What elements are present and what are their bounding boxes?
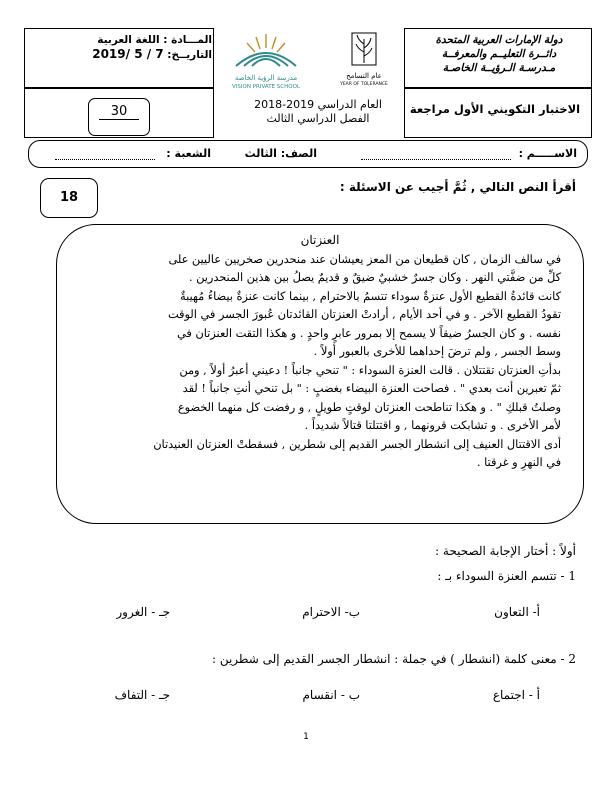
q2-option-c[interactable]: جـ - التفاف [114, 688, 170, 702]
date-value: 2019/ 5 / 7 [92, 47, 164, 61]
total-score-box [88, 98, 150, 136]
school-header [410, 33, 588, 75]
name-field[interactable] [361, 149, 511, 160]
passage-line: في النهرِ و غرقتا . [476, 456, 561, 469]
date-row [26, 47, 212, 62]
tolerance-logo-ar: عام التسامح [346, 72, 382, 80]
total-score: 30 [99, 104, 139, 120]
passage-line: نفسه . و كان الجسرُ ضيقاً لا يسمح إلا بمرور عابرٍ واحدٍ . و هكذا التقت العنزتان في [177, 326, 561, 340]
section-label: الشعبة : [166, 147, 211, 160]
subject-label: المـــادة : [163, 34, 212, 46]
q1-option-c[interactable]: جـ - الغرور [116, 605, 170, 619]
class-label: الصف: الثالث [244, 147, 317, 160]
section-mark-box [40, 178, 98, 218]
academic-term: الفصل الدراسي الثالث [266, 112, 370, 125]
subject-value: اللغة العربية [97, 34, 160, 46]
school-line: مـدرسـة الـرؤيــة الخاصـة [442, 62, 556, 74]
year-of-tolerance-logo [322, 30, 406, 88]
passage-line: ثمّ تعبرين أنت بعدي " . فصاحت العنزة البيضاء بغضبٍ : " بل تنحي أنتِ جانباً ! لقد [182, 382, 561, 395]
exam-title: الاختبار التكويني الأول مراجعة [409, 102, 581, 116]
student-info-bar [28, 140, 588, 168]
passage-line: تقودُ القطيع الآخر . و في أحد الأيام , أرادتْ العنزتان القائدتان عُبورَ الجسر في الوقت [167, 308, 561, 321]
academic-year: العام الدراسي 2019-2018 [254, 98, 382, 111]
page-number: 1 [303, 732, 309, 742]
department-line: دائــرة التعليــم والمعرفــة [441, 48, 557, 60]
passage-line: كلِّ من ضفَّتي النهر . وكان جسرٌ خشبيٌ ضيقٌ و قديمٌ يصلُ بين هذين المنحدرين . [188, 271, 561, 284]
reading-passage [56, 224, 584, 524]
q1-option-a[interactable]: أ- التعاون [494, 605, 540, 619]
date-label: التاريــخ: [167, 49, 212, 61]
tolerance-logo-icon [322, 30, 406, 68]
passage-line: لأمر الأخرى . و تشابكت قرونهما , و اقتتلتا قتالاً شديداً . [304, 419, 561, 432]
q1-option-b[interactable]: ب- الاحترام [302, 605, 360, 619]
passage-line: بدأتِ العنزتان تقتتلان . قالت العنزة السوداء : " تنحي جانباً ! دعيني أعبرُ أولاً , ومن [179, 363, 561, 377]
passage-line: وسط الجسر , ولم ترضَ إحداهما للأخرى بالعبور أولاً . [313, 345, 561, 358]
vision-logo-en: VISION PRIVATE SCHOOL [232, 84, 300, 90]
subject-date-block [26, 33, 212, 62]
q2-option-b[interactable]: ب - انقسام [302, 688, 360, 702]
tolerance-logo-en: YEAR OF TOLERANCE [340, 82, 388, 87]
section-field[interactable] [55, 149, 155, 160]
vision-logo-icon [216, 30, 316, 70]
passage-line: أدى الاقتتال العنيف إلى انشطار الجسر القديم إلى شطرين , فسقطتْ العنزتان العنيدتان [153, 437, 561, 451]
name-label: الاســـــم : [518, 147, 577, 160]
academic-year-block [232, 98, 404, 126]
passage-line: وصلتُ قبلكِ " . و هكذا تناطحت العنزتان لوقتٍ طويلٍ , و رفضت كل منهما الخضوع [177, 400, 561, 414]
subject-row [26, 33, 212, 47]
q2-option-a[interactable]: أ - اجتماع [492, 688, 540, 702]
question-2: 2 - معنى كلمة (انشطار ) في جملة : انشطار الجسر القديم إلى شطرين : [211, 652, 576, 666]
question-1: 1 - تتسم العنزة السوداء بـ : [437, 569, 576, 583]
passage-line: كانت قائدةُ القطيع الأول عنزةٌ سوداء تتسمُ بالاحترام , بينما كانت عنزةٌ بيضاءُ مُهيبةٌ [180, 289, 561, 303]
reading-instruction: أقرأ النص التالي , ثُمَّ أجيب عن الاسئلة : [339, 180, 576, 194]
section-mark: 18 [59, 190, 79, 205]
vision-logo-ar: مدرسة الرؤية الخاصة [234, 74, 298, 82]
country-line: دولة الإمارات العربية المتحدة [435, 34, 563, 46]
vision-school-logo [216, 30, 316, 88]
passage-line: في سالف الزمان , كان قطيعان من المعز يعيشان عند منحدرين صخريين عاليين على [168, 252, 561, 266]
passage-title: العنزتان [300, 233, 340, 247]
part-one-title: أولاً : أختار الإجابة الصحيحة : [435, 544, 576, 558]
